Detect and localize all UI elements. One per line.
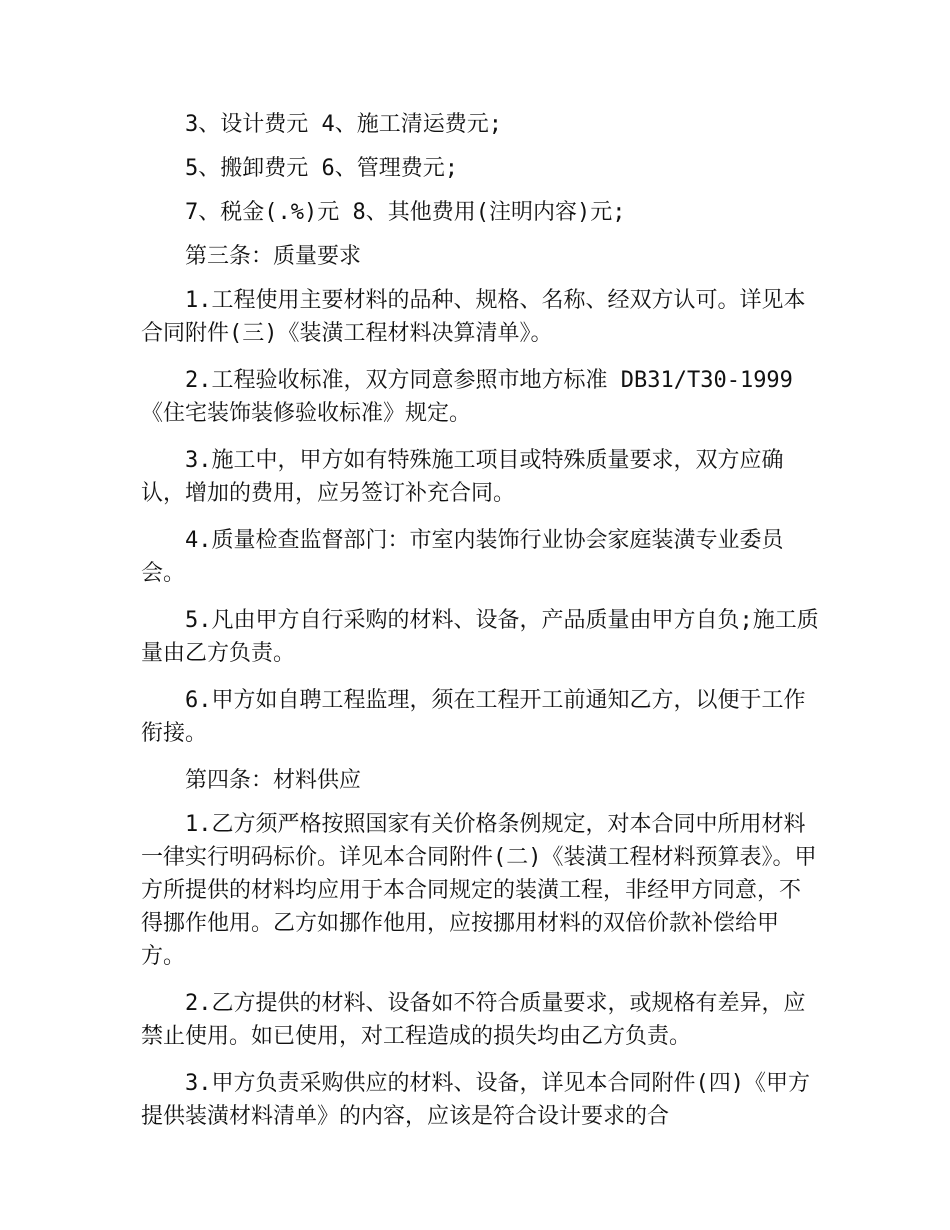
quality-clause-5: 5.凡由甲方自行采购的材料、设备，产品质量由甲方自负;施工质量由乙方负责。 [141, 608, 819, 666]
quality-clause-2: 2.工程验收标准，双方同意参照市地方标准 DB31/T30-1999《住宅装饰装修验收标准》规定。 [141, 368, 793, 426]
section-heading-materials: 第四条：材料供应 [185, 768, 362, 793]
fee-item-tax-other: 7、税金(.%)元 8、其他费用(注明内容)元; [185, 200, 626, 225]
fee-item-design-cleanup: 3、设计费元 4、施工清运费元; [185, 112, 502, 137]
quality-clause-4: 4.质量检查监督部门：市室内装饰行业协会家庭装潢专业委员会。 [141, 528, 784, 586]
materials-clause-2: 2.乙方提供的材料、设备如不符合质量要求，或规格有差异，应禁止使用。如已使用，对工程造成的损失均由乙方负责。 [141, 991, 806, 1049]
quality-clause-6: 6.甲方如自聘工程监理，须在工程开工前通知乙方，以便于工作衔接。 [141, 688, 806, 746]
fee-item-handling-management: 5、搬卸费元 6、管理费元; [185, 156, 458, 181]
materials-clause-3: 3.甲方负责采购供应的材料、设备，详见本合同附件(四)《甲方提供装潢材料清单》的内容，应该是符合设计要求的合 [141, 1071, 810, 1129]
materials-clause-1: 1.乙方须严格按照国家有关价格条例规定，对本合同中所用材料一律实行明码标价。详见本合同附件(二)《装潢工程材料预算表》。甲方所提供的材料均应用于本合同规定的装潢工程，非经甲方同意，不得挪作他用。乙方如挪作他用，应按挪用材料的双倍价款补偿给甲方。 [141, 812, 817, 969]
quality-clause-3: 3.施工中，甲方如有特殊施工项目或特殊质量要求，双方应确认，增加的费用，应另签订补充合同。 [141, 448, 784, 506]
document-body [141, 108, 821, 1147]
section-heading-quality: 第三条：质量要求 [185, 244, 362, 269]
quality-clause-1: 1.工程使用主要材料的品种、规格、名称、经双方认可。详见本合同附件(三)《装潢工程材料决算清单》。 [141, 288, 806, 346]
